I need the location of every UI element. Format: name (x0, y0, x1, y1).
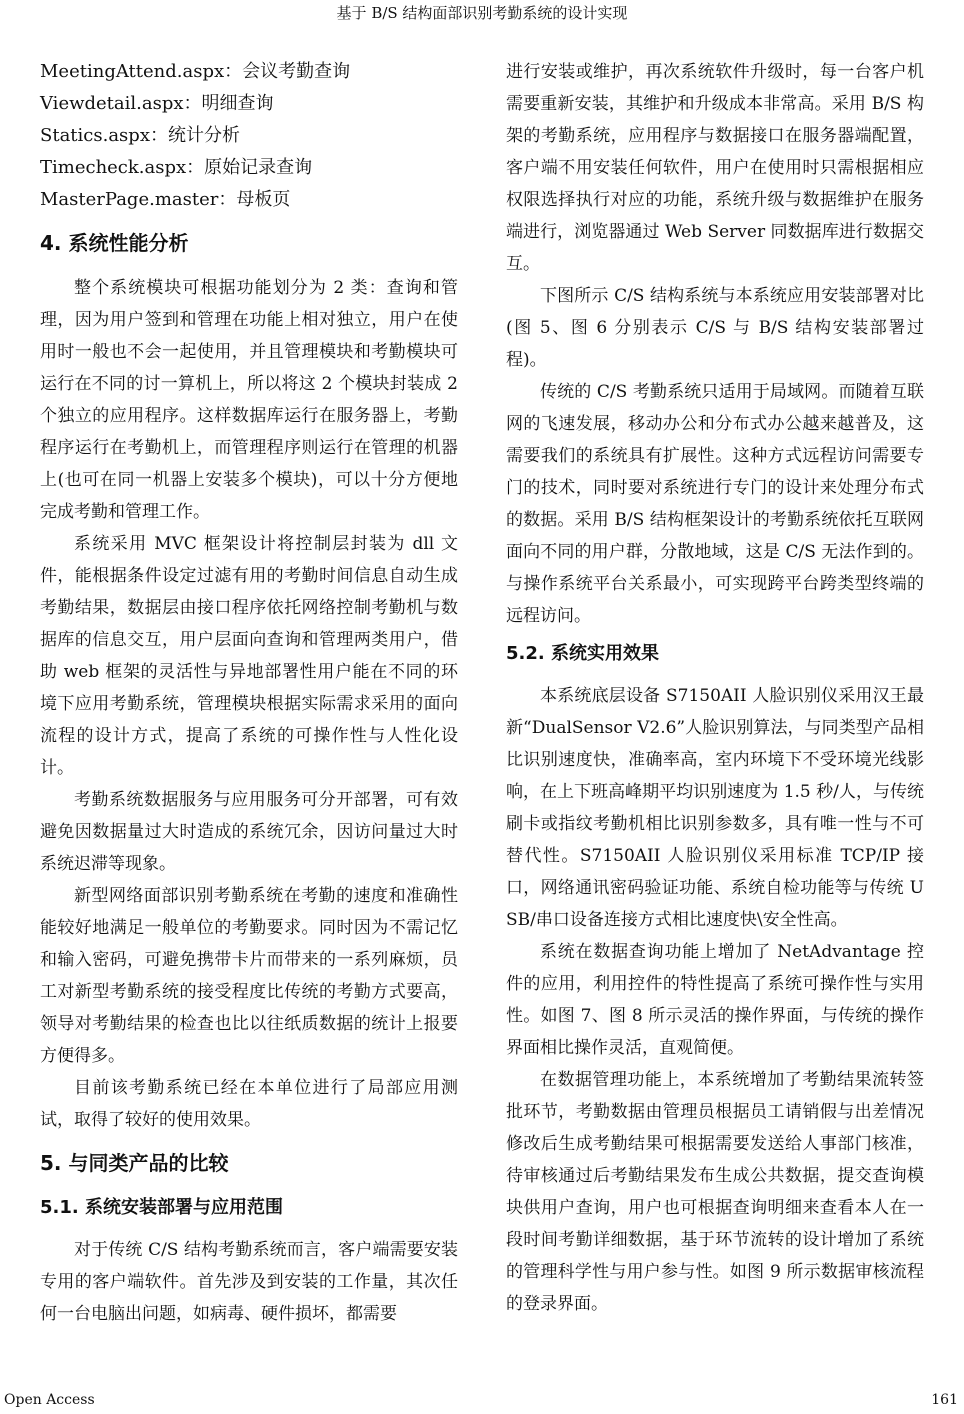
section-4-heading: 4. 系统性能分析 (40, 231, 189, 255)
paragraph: 对于传统 C/S 结构考勤系统而言，客户端需要安装专用的客户端软件。首先涉及到安装的工作量，其次任何一台电脑出问题，如病毒、硬件损坏，都需要 (40, 1240, 458, 1324)
page-number: 161 (931, 1392, 958, 1408)
paragraph: 系统采用 MVC 框架设计将控制层封装为 dll 文件，能根据条件设定过滤有用的考勤时间信息自动生成考勤结果，数据层由接口程序依托网络控制考勤机与数据库的信息交互，用户层面向查询和管理两类用户，借助 web 框架的灵活性与异地部署性用户能在不同的环境下应用考勤系统，管理模块根据实际需求采用的面向流程的设计方式，提高了系统的可操作性与人性化设计。 (40, 534, 458, 778)
page-footer (0, 1390, 964, 1410)
file-list-item: Statics.aspx：统计分析 (40, 125, 240, 146)
paragraph: 传统的 C/S 考勤系统只适用于局域网。而随着互联网的飞速发展，移动办公和分布式办公越来越普及，这需要我们的系统具有扩展性。这种方式远程访问需要专门的技术，同时要对系统进行专门的设计来处理分布式的数据。采用 B/S 结构框架设计的考勤系统依托互联网面向不同的用户群，分散地域，这是 C/S 无法作到的。与操作系统平台关系最小，可实现跨平台跨类型终端的远程访问。 (506, 382, 924, 626)
paragraph: 整个系统模块可根据功能划分为 2 类：查询和管理，因为用户签到和管理在功能上相对独立，用户在使用时一般也不会一起使用，并且管理模块和考勤模块可运行在不同的讨一算机上，所以将这 2 个模块封装成 2 个独立的应用程序。这样数据库运行在服务器上，考勤程序运行在考勤机上，而管理程序则运行在管理的机器上(也可在同一机器上安装多个模块)，可以十分方便地完成考勤和管理工作。 (40, 278, 458, 522)
paragraph: 下图所示 C/S 结构系统与本系统应用安装部署对比(图 5、图 6 分别表示 C/S 与 B/S 结构安装部署过程)。 (506, 286, 924, 370)
section-5-1-heading: 5.1. 系统安装部署与应用范围 (40, 1197, 283, 1218)
paragraph: 进行安装或维护，再次系统软件升级时，每一台客户机需要重新安装，其维护和升级成本非常高。采用 B/S 构架的考勤系统，应用程序与数据接口在服务器端配置，客户端不用安装任何软件，用户在使用时只需根据相应权限选择执行对应的功能，系统升级与数据维护在服务端进行，浏览器通过 Web Server 同数据库进行数据交互。 (506, 62, 924, 274)
paragraph: 目前该考勤系统已经在本单位进行了局部应用测试，取得了较好的使用效果。 (40, 1078, 458, 1130)
right-column (506, 56, 924, 1320)
section-5-2-heading: 5.2. 系统实用效果 (506, 643, 659, 664)
journal-name: Open Access (4, 1392, 95, 1408)
paragraph: 在数据管理功能上，本系统增加了考勤结果流转签批环节，考勤数据由管理员根据员工请销假与出差情况修改后生成考勤结果可根据需要发送给人事部门核准，待审核通过后考勤结果发布生成公共数据，提交查询模块供用户查询，用户也可根据查询明细来查看本人在一段时间考勤详细数据，基于环节流转的设计增加了系统的管理科学性与用户参与性。如图 9 所示数据审核流程的登录界面。 (506, 1070, 924, 1314)
file-list-item: MeetingAttend.aspx：会议考勤查询 (40, 61, 351, 82)
file-list (40, 56, 458, 216)
section-5-heading: 5. 与同类产品的比较 (40, 1151, 229, 1175)
paragraph: 新型网络面部识别考勤系统在考勤的速度和准确性能较好地满足一般单位的考勤要求。同时因为不需记忆和输入密码，可避免携带卡片而带来的一系列麻烦，员工对新型考勤系统的接受程度比传统的考勤方式要高，领导对考勤结果的检查也比以往纸质数据的统计上报要方便得多。 (40, 886, 458, 1066)
file-list-item: Viewdetail.aspx：明细查询 (40, 93, 274, 114)
paragraph: 考勤系统数据服务与应用服务可分开部署，可有效避免因数据量过大时造成的系统冗余，因访问量过大时系统迟滞等现象。 (40, 790, 458, 874)
file-list-item: MasterPage.master：母板页 (40, 189, 291, 210)
left-column (40, 56, 458, 1330)
file-list-item: Timecheck.aspx：原始记录查询 (40, 157, 313, 178)
paragraph: 系统在数据查询功能上增加了 NetAdvantage 控件的应用，利用控件的特性提高了系统可操作性与实用性。如图 7、图 8 所示灵活的操作界面，与传统的操作界面相比操作灵活，直观简便。 (506, 942, 924, 1058)
paragraph: 本系统底层设备 S7150AII 人脸识别仪采用汉王最新“DualSensor V2.6”人脸识别算法，与同类型产品相比识别速度快，准确率高，室内环境下不受环境光线影响，在上下班高峰期平均识别速度为 1.5 秒/人，与传统刷卡或指纹考勤机相比识别参数多，具有唯一性与不可替代性。S7150AII 人脸识别仪采用标准 TCP/IP 接口，网络通讯密码验证功能、系统自检功能等与传统 USB/串口设备连接方式相比速度快\安全性高。 (506, 686, 924, 930)
running-head: 基于 B/S 结构面部识别考勤系统的设计实现 (336, 4, 628, 22)
